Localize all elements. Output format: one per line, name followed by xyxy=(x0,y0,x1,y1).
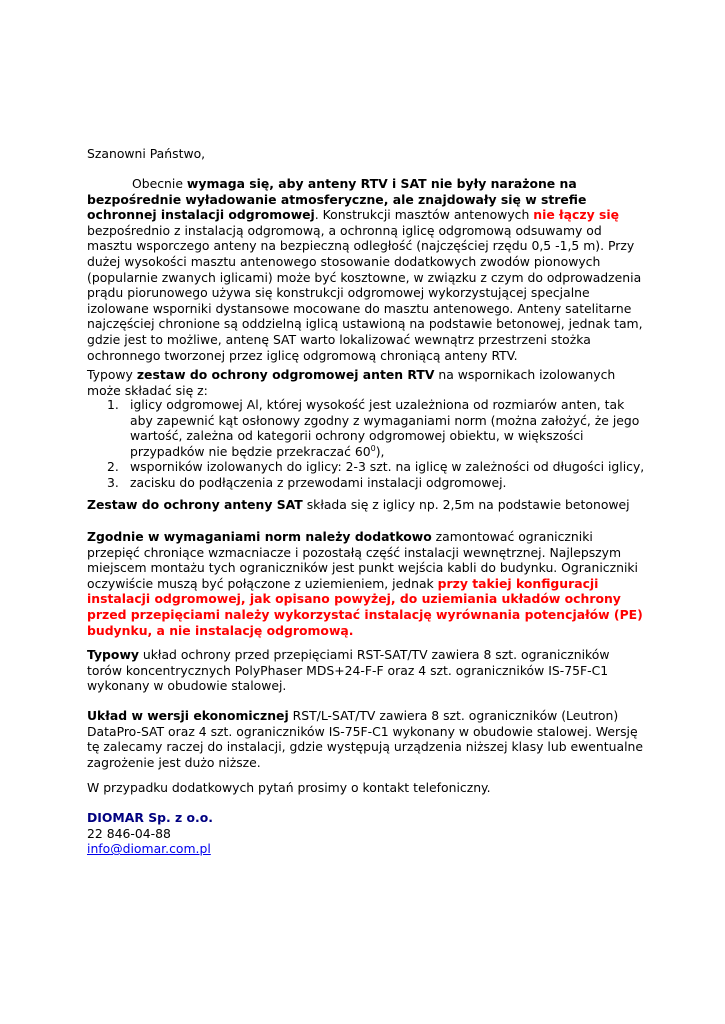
list-number: 3. xyxy=(107,474,119,490)
list-item-text: zacisku do podłączenia z przewodami instalacji odgromowej. xyxy=(130,474,507,490)
surge-red-warning: przy takiej konfiguracji instalacji odgromowej, jak opisano powyżej, do uziemiania układów ochrony przed przepięciami należy wykorzystać instalację wyrównania potencjałów (PE) budynku, a nie instalację odgromową. xyxy=(87,575,643,638)
economic-bold: Układ w wersji ekonomicznej xyxy=(87,708,289,723)
rtv-text-1: Typowy xyxy=(87,367,137,382)
intro-bold-requirement: wymaga się, aby anteny RTV i SAT nie były narażone na bezpośrednie wyładowanie atmosferyczne, ale znajdowały się w strefie ochronnej instalacji odgromowej xyxy=(87,176,587,223)
paragraph-economic-system xyxy=(87,708,647,770)
paragraph-typical-system xyxy=(87,647,647,694)
rtv-bold: zestaw do ochrony odgromowej anten RTV xyxy=(136,367,435,382)
intro-text-2: . Konstrukcji masztów antenowych xyxy=(314,207,534,223)
intro-text-1: Obecnie xyxy=(132,176,187,191)
list-item xyxy=(87,475,647,491)
rtv-set-list xyxy=(87,397,647,491)
sat-bold: Zestaw do ochrony anteny SAT xyxy=(87,497,303,512)
list-item xyxy=(87,459,647,475)
paragraph-sat-set xyxy=(87,497,647,513)
email-link[interactable]: info@diomar.com.pl xyxy=(87,841,211,857)
greeting: Szanowni Państwo, xyxy=(87,146,206,161)
surge-bold: Zgodnie w wymaganiami norm należy dodatkowo xyxy=(87,529,432,544)
degree-superscript: 0 xyxy=(370,443,376,453)
sat-text: składa się z iglicy np. 2,5m na podstawie betonowej xyxy=(302,497,630,512)
paragraph-contact: W przypadku dodatkowych pytań prosimy o kontakt telefoniczny. xyxy=(87,780,491,795)
phone-number: 22 846-04-88 xyxy=(87,825,171,841)
typical-bold: Typowy xyxy=(87,647,139,662)
rtv-text-2: na wspornikach izolowanych może składać się z: xyxy=(87,367,616,398)
intro-red-warning: nie łączy się xyxy=(533,207,619,223)
paragraph-surge-protection xyxy=(87,529,647,638)
list-number: 2. xyxy=(107,459,119,475)
list-item-text-end: ), xyxy=(375,443,385,459)
intro-text-3: bezpośrednio z instalacją odgromową, a ochronną iglicę odgromową odsuwamy od masztu wsporczego anteny na bezpieczną odległość (najczęściej rzędu 0,5 -1,5 m). Przy dużej wysokości masztu antenowego stosowanie dodatkowych zwodów pionowych (popularnie zwanych iglicami) może być kosztowne, w związku z czym do odprowadzenia prądu piorunowego używa się konstrukcji odgromowej wykorzystującej specjalne izolowane wsporniki dystansowe mocowane do masztu antenowego. Anteny satelitarne najczęściej chronione są oddzielną iglicą ustawioną na podstawie betonowej, jednak tam, gdzie jest to możliwe, antenę SAT warto lokalizować wewnątrz przestrzeni stożka ochronnego tworzonej przez iglicę odgromową chroniącą anteny RTV. xyxy=(87,222,643,363)
paragraph-intro xyxy=(87,176,647,363)
list-item xyxy=(87,397,647,459)
economic-text: RST/L-SAT/TV zawiera 8 szt. ograniczników (Leutron) DataPro-SAT oraz 4 szt. ograniczników IS-75F-C1 wykonany w obudowie stalowej. Wersję tę zalecamy raczej do instalacji, gdzie występują urządzenia niższej klasy lub ewentualne zagrożenie jest dużo niższe. xyxy=(87,708,643,770)
company-name: DIOMAR Sp. z o.o. xyxy=(87,810,213,825)
signature-block xyxy=(87,810,647,857)
list-item-text: iglicy odgromowej Al, której wysokość jest uzależniona od rozmiarów anten, tak aby zapewnić kąt osłonowy zgodny z wymaganiami norm (można założyć, że jego wartość, zależna od kategorii ochrony odgromowej obiektu, w większości przypadków nie będzie przekraczać 60 xyxy=(130,397,640,459)
paragraph-rtv-set xyxy=(87,367,647,398)
list-item-text: wsporników izolowanych do iglicy: 2-3 szt. na iglicę w zależności od długości iglicy, xyxy=(130,459,645,475)
list-number: 1. xyxy=(107,397,119,412)
typical-text: układ ochrony przed przepięciami RST-SAT/TV zawiera 8 szt. ograniczników torów koncentrycznych PolyPhaser MDS+24-F-F oraz 4 szt. ograniczników IS-75F-C1 wykonany w obudowie stalowej. xyxy=(87,647,610,694)
surge-text: zamontować ograniczniki przepięć chroniące wzmacniacze i pozostałą część instalacji wewnętrznej. Najlepszym miejscem montażu tych ograniczników jest punkt wejścia kabli do budynku. Ograniczniki oczywiście muszą być połączone z uziemieniem, jednak xyxy=(87,529,639,591)
